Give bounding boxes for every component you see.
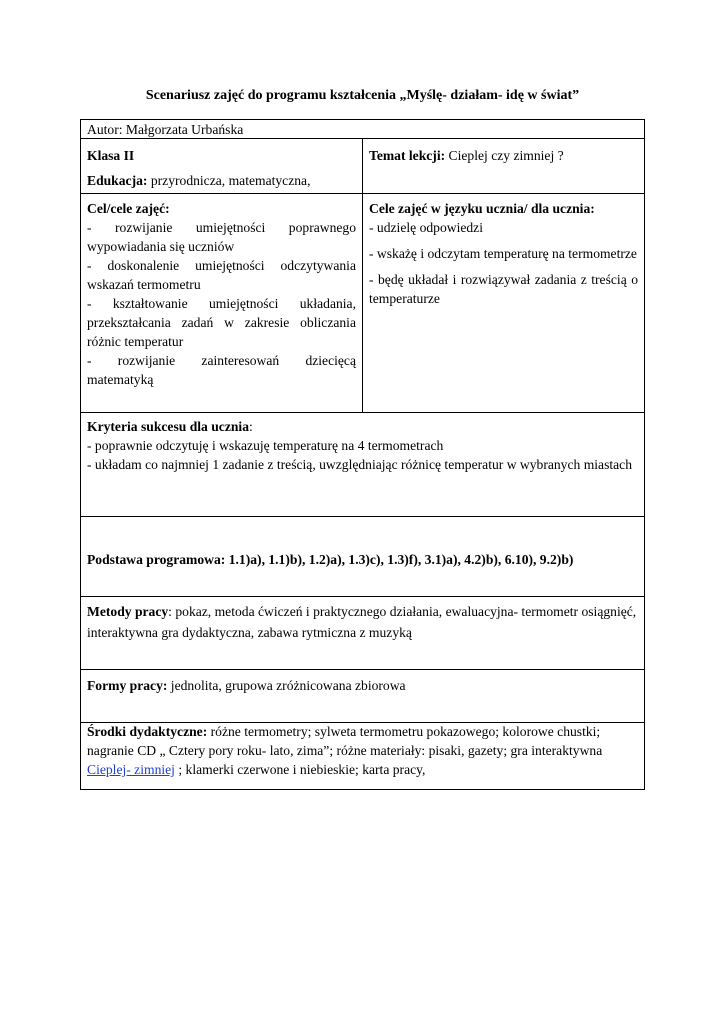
materials-label: Środki dydaktyczne: bbox=[87, 724, 208, 739]
criteria-heading-line bbox=[87, 417, 638, 436]
curriculum-line bbox=[87, 550, 638, 569]
methods-line bbox=[87, 601, 638, 643]
methods-cell bbox=[87, 601, 638, 643]
methods-label: Metody pracy bbox=[87, 604, 169, 619]
goal-item: - rozwijanie umiejętności poprawnego wypowiadania się uczniów bbox=[87, 220, 356, 254]
materials-cell bbox=[87, 722, 638, 779]
forms-cell bbox=[87, 676, 638, 695]
topic-label: Temat lekcji: bbox=[369, 148, 446, 163]
forms-label: Formy pracy: bbox=[87, 678, 168, 693]
student-goals-cell bbox=[369, 199, 638, 308]
student-goal-item: - udzielę odpowiedzi bbox=[369, 220, 483, 235]
education-label: Edukacja: bbox=[87, 173, 148, 188]
criteria-cell bbox=[87, 417, 638, 474]
goal-item: - doskonalenie umiejętności odczytywania wskazań termometru bbox=[87, 258, 356, 292]
education-value: przyrodnicza, matematyczna, bbox=[147, 173, 311, 188]
forms-value: jednolita, grupowa zróżnicowana zbiorowa bbox=[167, 678, 406, 693]
student-goal-item: - będę układał i rozwiązywał zadania z treścią o temperaturze bbox=[369, 272, 638, 306]
table-row-divider bbox=[81, 412, 644, 413]
document-title: Scenariusz zajęć do programu kształcenia „Myślę- działam- idę w świat” bbox=[145, 88, 580, 103]
table-row-divider bbox=[81, 596, 644, 597]
author-name: Autor: Małgorzata Urbańska bbox=[87, 122, 244, 137]
goals-heading: Cel/cele zajęć: bbox=[87, 201, 170, 216]
goals-cell bbox=[87, 199, 356, 389]
table-row-divider bbox=[81, 516, 644, 517]
student-goal-item: - wskażę i odczytam temperaturę na termometrze bbox=[369, 246, 637, 261]
class-label: Klasa II bbox=[87, 148, 135, 163]
criteria-item: - układam co najmniej 1 zadanie z treścią, uwzględniając różnicę temperatur w wybranych miastach bbox=[87, 457, 633, 472]
curriculum-value: 1.1)a), 1.1)b), 1.2)a), 1.3)c), 1.3)f), 3.1)a), 4.2)b), 6.10), 9.2)b) bbox=[225, 552, 574, 567]
table-row-divider bbox=[81, 669, 644, 670]
topic-cell bbox=[369, 146, 639, 165]
materials-line bbox=[87, 722, 638, 779]
criteria-item: - poprawnie odczytuję i wskazuję temperaturę na 4 termometrach bbox=[87, 438, 444, 453]
curriculum-label: Podstawa programowa: bbox=[87, 552, 226, 567]
criteria-colon: : bbox=[249, 419, 253, 434]
author-cell bbox=[87, 120, 637, 139]
lesson-plan-table bbox=[80, 119, 645, 790]
goal-item: - rozwijanie zainteresowań dziecięcą matematyką bbox=[87, 353, 356, 387]
materials-text: różne termometry; sylweta termometru pokazowego; kolorowe chustki; nagranie CD „ Cztery pory roku- lato, zima”; różne materiały: pisaki, gazety; gra interaktywna bbox=[87, 724, 603, 758]
education-line bbox=[87, 171, 357, 190]
methods-value: : pokaz, metoda ćwiczeń i praktycznego działania, ewaluacyjna- termometr osiągnięć, interaktywna gra dydaktyczna, zabawa rytmiczna z muzyką bbox=[87, 604, 637, 640]
materials-text-end: ; klamerki czerwone i niebieskie; karta pracy, bbox=[174, 762, 426, 777]
forms-line bbox=[87, 676, 638, 695]
table-column-divider bbox=[362, 138, 363, 412]
cieplej-zimniej-link[interactable]: Cieplej- zimniej bbox=[87, 762, 175, 777]
student-goals-heading: Cele zajęć w języku ucznia/ dla ucznia: bbox=[369, 201, 595, 216]
class-cell bbox=[87, 146, 357, 190]
criteria-heading: Kryteria sukcesu dla ucznia bbox=[87, 419, 249, 434]
curriculum-cell bbox=[87, 550, 638, 569]
topic-value: Cieplej czy zimniej ? bbox=[445, 148, 564, 163]
goal-item: - kształtowanie umiejętności układania, przekształcania zadań w zakresie obliczania różnic temperatur bbox=[87, 296, 356, 349]
topic-line bbox=[369, 146, 639, 165]
